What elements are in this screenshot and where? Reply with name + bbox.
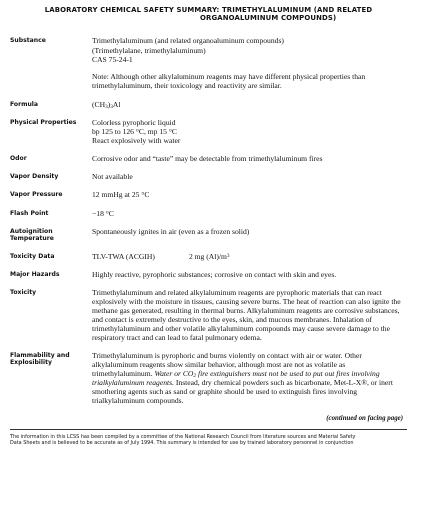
flash-point-row (10, 209, 407, 218)
tlv-name: TLV-TWA (ACGIH) (92, 251, 155, 261)
substance-line-1: Trimethylaluminum (and related organoaluminum compounds) (92, 36, 284, 46)
footer-divider (10, 429, 407, 430)
title-line-2: ORGANOALUMINUM COMPOUNDS) (200, 14, 337, 23)
substance-value (92, 36, 407, 89)
vapor-pressure-value: 12 mmHg at 25 °C (92, 190, 150, 200)
odor-value: Corrosive odor and “taste” may be detectable from trimethylaluminum fires (92, 154, 323, 164)
toxicity-data-row (10, 252, 407, 261)
vapor-density-row (10, 172, 407, 181)
toxicity-text: Trimethylaluminum and related alkylaluminum reagents are pyrophoric materials that can react explosively with the moisture in tissues, causing severe burns. The heat of reaction can also ignite the methane gas generated, resulting in thermal burns. Alkylaluminum reagents are corrosive substances, and contact is extremely destructive to the eyes, skin, and mucous membranes. Inhalation of trimethylaluminum and other volatile alkylaluminum compounds may cause severe damage to the respiratory tract and can lead to fatal pulmonary edema. (92, 288, 401, 343)
flammability-text: Trimethylaluminum is pyrophoric and burns violently on contact with air or water. Other alkylaluminum reagents show similar behavior, although most are not as volatile as trimethylaluminum. Water or $CO_2$ fire extinguishers must not be used to put out fires involving trialkylaluminum reagents. Instead, dry chemical powders such as bicarbonate, Met-L-X®, or inert smothering agents such as sand or graphite should be used to extinguish fires involving trialkylaluminum compounds. (92, 350, 393, 406)
toxicity-data-label: Toxicity Data (10, 252, 55, 260)
toxicity-label: Toxicity (10, 289, 37, 296)
autoignition-label: Autoignition Temperature (10, 227, 54, 243)
formula-value: $(CH_3)_3Al$ (92, 99, 121, 110)
autoignition-value: Spontaneously ignites in air (even as a frozen solid) (92, 226, 250, 236)
physical-properties-value: Colorless pyrophoric liquid bp 125 to 126 °C, mp 15 °C React explosively with water (92, 117, 181, 146)
major-hazards-row (10, 270, 407, 279)
vapor-density-value: Not available (92, 172, 133, 182)
footer-disclaimer: The information in this LCSS has been compiled by a committee of the National Research Council from literature sources and Material Safety Data Sheets and is believed to be accurate as of July 1994. This summary is intended for use by trained laboratory personnel in conjunction (10, 434, 356, 447)
page-title (10, 6, 407, 22)
substance-cas: CAS 75-24-1 (92, 54, 133, 64)
physical-properties-row (10, 118, 407, 145)
vapor-density-label: Vapor Density (10, 173, 59, 181)
flammability-label: Flammability and Explosibility (10, 351, 70, 367)
substance-label: Substance (10, 37, 46, 45)
toxicity-data-value (92, 252, 407, 261)
odor-label: Odor (10, 155, 27, 163)
tlv-value: 2 mg $(Al)/m^3$ (188, 251, 230, 261)
major-hazards-value: Highly reactive, pyrophoric substances; corrosive on contact with skin and eyes. (92, 269, 337, 279)
major-hazards-label: Major Hazards (10, 270, 60, 278)
physical-properties-label: Physical Properties (10, 118, 77, 126)
substance-line-2: (Trimethylalane, trimethylaluminum) (92, 45, 206, 55)
continued-note: (continued on facing page) (326, 415, 403, 423)
odor-row (10, 154, 407, 163)
formula-row (10, 100, 407, 109)
toxicity-row (10, 288, 407, 343)
flash-point-label: Flash Point (10, 209, 49, 217)
substance-row (10, 36, 407, 89)
flammability-row (10, 351, 407, 406)
substance-note: Note: Although other alkylaluminum reagents may have different physical properties than trimethylaluminum, their toxicology and reactivity are similar. (92, 71, 366, 90)
formula-label: Formula (10, 100, 38, 108)
vapor-pressure-row (10, 190, 407, 199)
vapor-pressure-label: Vapor Pressure (10, 191, 63, 199)
flash-point-value: −18 °C (92, 208, 114, 218)
title-line-1: LABORATORY CHEMICAL SAFETY SUMMARY: TRIMETHYLALUMINUM (AND RELATED (44, 6, 373, 14)
autoignition-row (10, 227, 407, 243)
